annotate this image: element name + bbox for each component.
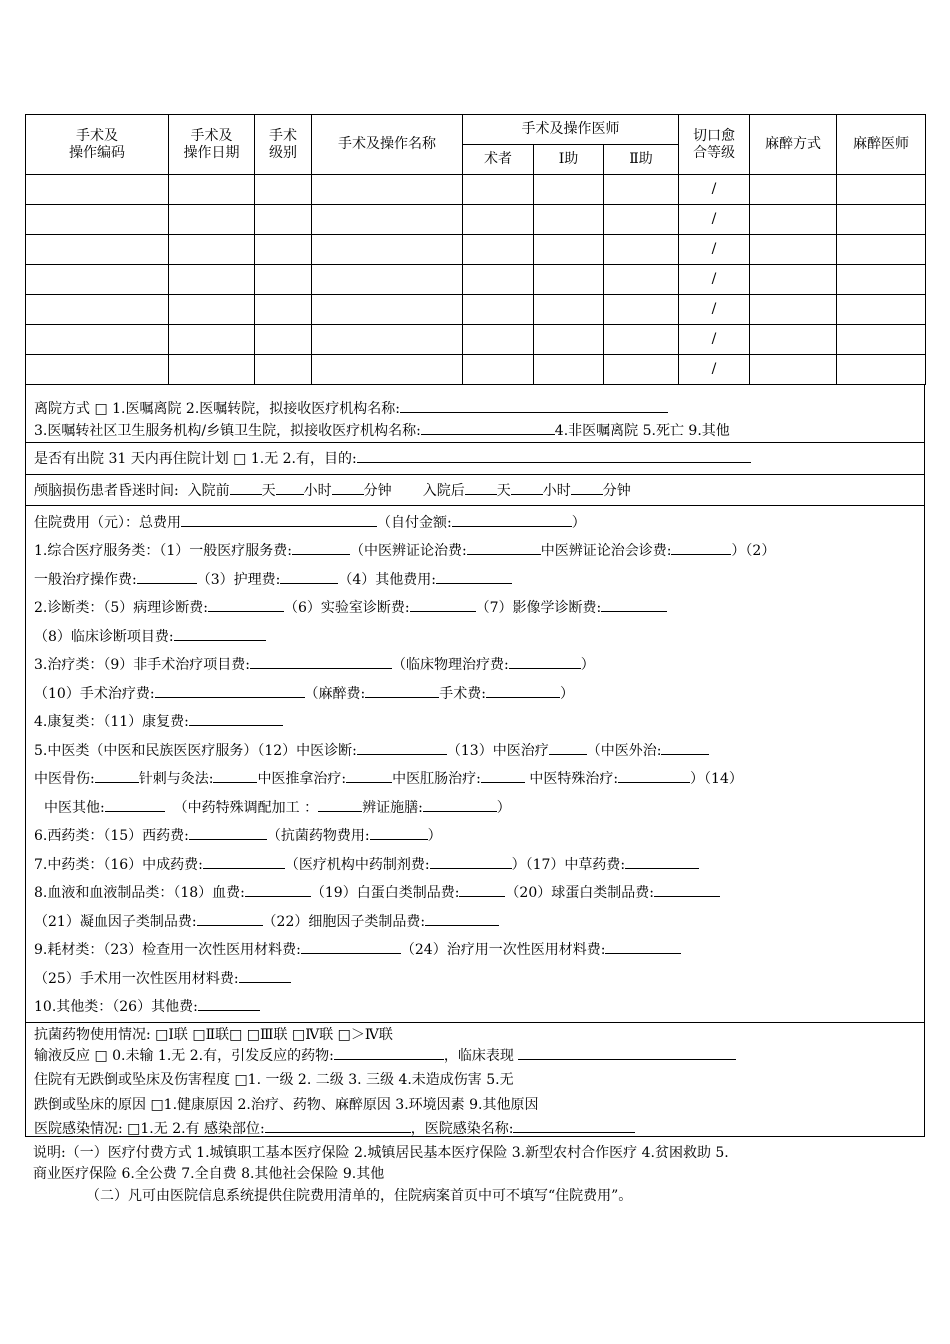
table-row — [26, 355, 926, 385]
table-row — [26, 235, 926, 265]
note-line-2: 商业医疗保险 6.全公费 7.全自费 8.其他社会保险 9.其他 — [33, 1166, 385, 1182]
col-header-name: 手术及操作名称 — [312, 115, 463, 175]
fall-cause-line[interactable]: 跌倒或坠床的原因 □1.健康原因 2.治疗、药物、麻醉原因 3.环境因素 9.其他原因 — [34, 1097, 539, 1113]
readmit-section — [25, 443, 925, 475]
coma-label: 颅脑损伤患者昏迷时间: — [34, 483, 179, 499]
table-row — [26, 325, 926, 355]
col-header-anesthesia: 麻醉方式 — [750, 115, 837, 175]
col-header-level: 手术 级别 — [255, 115, 312, 175]
community-institution-field[interactable] — [421, 420, 555, 435]
misc-section: 抗菌药物使用情况: □Ⅰ联 □Ⅱ联□ □Ⅲ联 □Ⅳ联 □＞Ⅳ联 输液反应 □ 0.未输 1.无 2.有，引发反应的药物: ，临床表现 住院有无跌倒或坠床及伤害程度 □1. 一级 2. 二级 3. 三级 4.未造成伤害 5.无 跌倒或坠床的原因 □1.健康原因 2.治疗、药物、麻醉原因 3.环境因素 9.其他原因 医院感染情况: □1.无 2.有 感染部位: ，医院感染名称: — [25, 1023, 925, 1137]
table-row — [26, 295, 926, 325]
total-fee-field[interactable] — [181, 512, 377, 527]
note-line-3: （二）凡可由医院信息系统提供住院费用清单的，住院病案首页中可不填写“住院费用”。 — [86, 1188, 633, 1204]
coma-section: 颅脑损伤患者昏迷时间: 入院前 天 小时 分钟 入院后 天 小时 分钟 — [25, 475, 925, 506]
col-header-surgeons: 手术及操作医师 — [463, 115, 679, 145]
wound-slash[interactable]: / — [679, 205, 750, 235]
receiving-institution-field[interactable] — [400, 398, 668, 413]
wound-slash[interactable]: / — [679, 355, 750, 385]
table-row — [26, 265, 926, 295]
table-row — [26, 175, 926, 205]
note-line-1: 说明:（一）医疗付费方式 1.城镇职工基本医疗保险 2.城镇居民基本医疗保险 3.新型农村合作医疗 4.贫困救助 5. — [33, 1145, 729, 1161]
wound-slash[interactable]: / — [679, 175, 750, 205]
readmit-label: 是否有出院 31 天内再住院计划 □ 1.无 2.有，目的: — [34, 451, 357, 467]
wound-slash[interactable]: / — [679, 325, 750, 355]
col-header-code: 手术及 操作编码 — [26, 115, 169, 175]
discharge-line-2: 3.医嘱转社区卫生服务机构/乡镇卫生院，拟接收医疗机构名称: 4.非医嘱离院 5.死亡 9.其他 — [34, 420, 730, 441]
wound-slash[interactable]: / — [679, 235, 750, 265]
col-header-anesthetist: 麻醉医师 — [837, 115, 926, 175]
antibiotic-line[interactable]: 抗菌药物使用情况: □Ⅰ联 □Ⅱ联□ □Ⅲ联 □Ⅳ联 □＞Ⅳ联 — [34, 1027, 393, 1043]
col-header-assist1: Ⅰ助 — [534, 145, 604, 175]
wound-slash[interactable]: / — [679, 295, 750, 325]
table-row — [26, 205, 926, 235]
col-header-wound: 切口愈 合等级 — [679, 115, 750, 175]
readmit-purpose-field[interactable] — [357, 448, 751, 463]
discharge-line-1: 离院方式 □ 1.医嘱离院 2.医嘱转院，拟接收医疗机构名称: — [34, 398, 668, 419]
col-header-date: 手术及 操作日期 — [169, 115, 255, 175]
fees-section: 住院费用（元）：总费用 （自付金额: ） 1.综合医疗服务类：（1）一般医疗服务费: （中医辨证论治费: 中医辨证论治会诊费: ）（2） 一般治疗操作费: （3）护理费: （4）其他费用: 2.诊断类：（5）病理诊断费: （6）实验室诊断费: （7）影像学诊断费: （8）临床诊断项目费: 3.治疗类：（9）非手术治疗项目费: （临床物理治疗费: ） （10）手术治疗费: （麻醉费: 手术费: ） 4.康复类：（11）康复费: 5.中医类（中医和民族医医疗服务）（12）中医诊断: （13）中医治疗 （中医外治: 中医骨伤: 针刺与灸法: 中医推拿治疗: 中医肛肠治疗: 中医特殊治疗: ）（14） 中医其他: （中药特殊调配加工 ： 辨证施膳: ） 6.西药类：（15）西药费: （抗菌药物费用: ） 7.中药类：（16）中成药费: （医疗机构中药制剂费: ）（17）中草药费: 8.血液和血液制品类：（18）血费: （19）白蛋白类制品费: （20）球蛋白类制品费: （21）凝血因子类制品费: （22）细胞因子类制品费: 9.耗材类：（23）检查用一次性医用材料费: （24）治疗用一次性医用材料费: （25）手术用一次性医用材料费: 10.其他类：（26）其他费: — [25, 506, 925, 1023]
col-header-surgeon: 术者 — [463, 145, 534, 175]
operations-table — [25, 114, 926, 385]
fall-line[interactable]: 住院有无跌倒或坠床及伤害程度 □1. 一级 2. 二级 3. 三级 4.未造成伤害 5.无 — [34, 1072, 514, 1088]
discharge-section — [25, 384, 925, 443]
col-header-assist2: Ⅱ助 — [604, 145, 679, 175]
wound-slash[interactable]: / — [679, 265, 750, 295]
